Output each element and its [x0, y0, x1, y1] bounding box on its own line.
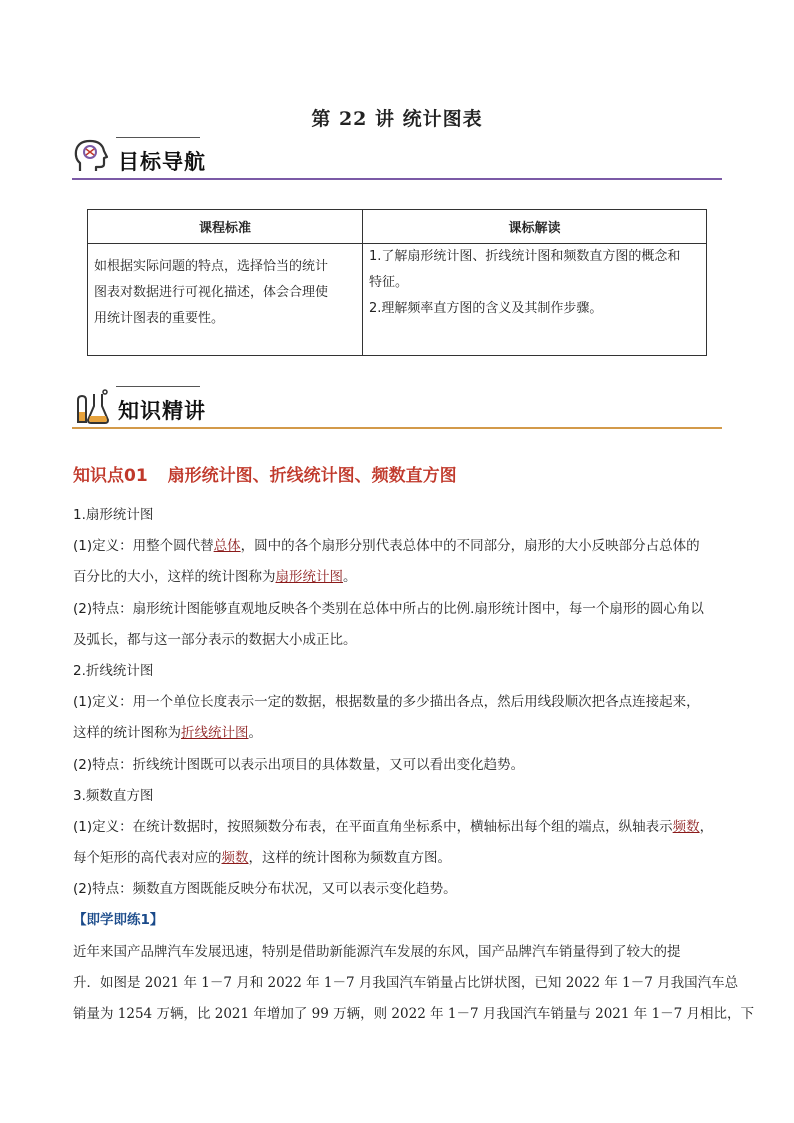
section-label: 知识精讲 [118, 399, 206, 423]
text-line: (1)定义：用整个圆代替总体，圆中的各个扇形分别代表总体中的不同部分，扇形的大小反映部分占总体的 [73, 538, 700, 554]
term-total: 总体 [213, 538, 241, 554]
term-pie-chart: 扇形统计图 [275, 569, 343, 585]
table-cell-standard [88, 244, 363, 356]
text-line: (2)特点：扇形统计图能够直观地反映各个类别在总体中所占的比例.扇形统计图中，每一个扇形的圆心角以 [73, 601, 704, 617]
text-line: 百分比的大小，这样的统计图称为扇形统计图。 [73, 569, 357, 585]
term-frequency: 频数 [672, 819, 700, 835]
lab-flask-icon [72, 386, 112, 426]
head-brain-icon [72, 137, 112, 177]
text-line: 及弧长，都与这一部分表示的数据大小成正比。 [73, 632, 357, 648]
subheading: 3.频数直方图 [73, 788, 154, 804]
text-line: (2)特点：频数直方图既能反映分布状况，又可以表示变化趋势。 [73, 881, 457, 897]
subheading: 1.扇形统计图 [73, 507, 154, 523]
text-line: (1)定义：在统计数据时，按照频数分布表，在平面直角坐标系中，横轴标出每个组的端点，纵轴表示频数， [73, 819, 714, 835]
text-line: 这样的统计图称为折线统计图。 [73, 725, 262, 741]
header-rule-bottom [72, 178, 722, 180]
cell-line: 用统计图表的重要性。 [94, 311, 225, 326]
cell-line: 特征。 [369, 275, 409, 290]
standards-table [87, 209, 707, 356]
section-label: 目标导航 [118, 150, 206, 174]
knowledge-point-title [73, 461, 457, 486]
header-rule-top [116, 137, 200, 138]
kp-title-text: 扇形统计图、折线统计图、频数直方图 [167, 466, 457, 486]
section-header-goals [72, 137, 722, 181]
table-cell-interpretation [363, 244, 707, 356]
table-header-standard: 课程标准 [88, 210, 363, 244]
text-line: 每个矩形的高代表对应的频数，这样的统计图称为频数直方图。 [73, 850, 451, 866]
header-rule-top [116, 386, 200, 387]
question-line: 升．如图是 2021 年 1－7 月和 2022 年 1－7 月我国汽车销量占比饼状图，已知 2022 年 1－7 月我国汽车总 [73, 975, 739, 991]
cell-line: 如根据实际问题的特点，选择恰当的统计 [94, 259, 329, 274]
cell-line: 图表对数据进行可视化描述，体会合理使 [94, 285, 329, 300]
question-line: 近年来国产品牌汽车发展迅速，特别是借助新能源汽车发展的东风，国产品牌汽车销量得到了较大的提 [73, 944, 681, 960]
subheading: 2.折线统计图 [73, 663, 154, 679]
cell-line: 1.了解扇形统计图、折线统计图和频数直方图的概念和 [369, 249, 681, 264]
kp-number: 知识点01 [73, 466, 148, 486]
section-header-knowledge [72, 386, 722, 430]
page-title: 第 22 讲 统计图表 [311, 108, 483, 130]
cell-line: 2.理解频率直方图的含义及其制作步骤。 [369, 301, 603, 316]
table-header-interpretation: 课标解读 [363, 210, 707, 244]
text-line: (2)特点：折线统计图既可以表示出项目的具体数量，又可以看出变化趋势。 [73, 757, 525, 773]
practice-label: 【即学即练1】 [73, 912, 164, 928]
header-rule-bottom [72, 427, 722, 429]
table-row [88, 244, 707, 356]
term-line-chart: 折线统计图 [181, 725, 249, 741]
question-line: 销量为 1254 万辆，比 2021 年增加了 99 万辆，则 2022 年 1－7 月我国汽车销量与 2021 年 1－7 月相比，下 [73, 1006, 755, 1022]
text-line: (1)定义：用一个单位长度表示一定的数据，根据数量的多少描出各点，然后用线段顺次把各点连接起来， [73, 694, 700, 710]
term-frequency: 频数 [221, 850, 249, 866]
